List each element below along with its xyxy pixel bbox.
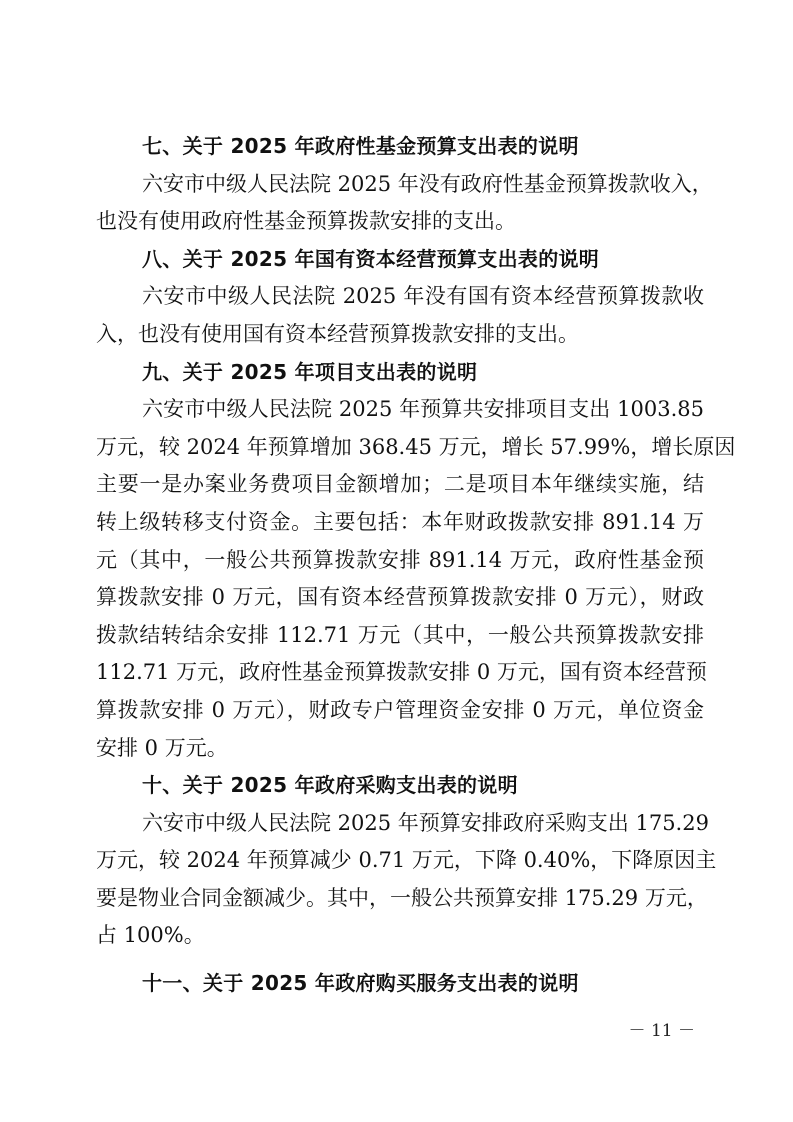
paragraph-line: 算拨款安排 0 万元，国有资本经营预算拨款安排 0 万元），财政: [96, 585, 704, 610]
section-heading-11: [96, 965, 704, 1003]
heading-text: 八、关于 2025 年国有资本经营预算支出表的说明: [142, 246, 600, 271]
heading-text: 十、关于 2025 年政府采购支出表的说明: [142, 773, 518, 798]
section-paragraph-9: [96, 391, 736, 767]
paragraph-line: 元（其中，一般公共预算拨款安排 891.14 万元，政府性基金预: [96, 547, 704, 572]
paragraph-line: 也没有使用政府性基金预算拨款安排的支出。: [96, 209, 516, 234]
heading-text: 十一、关于 2025 年政府购买服务支出表的说明: [142, 971, 579, 996]
paragraph-line: 拨款结转结余安排 112.71 万元（其中，一般公共预算拨款安排: [96, 622, 704, 647]
section-paragraph-10: [96, 805, 717, 955]
section-heading-8: [96, 241, 704, 279]
paragraph-line: 主要一是办案业务费项目金额增加；二是项目本年继续实施，结: [96, 472, 704, 497]
section-paragraph-8: [96, 278, 704, 353]
paragraph-line: 六安市中级人民法院 2025 年没有国有资本经营预算拨款收: [142, 284, 704, 309]
heading-text: 九、关于 2025 年项目支出表的说明: [142, 359, 478, 384]
heading-text: 七、关于 2025 年政府性基金预算支出表的说明: [142, 134, 579, 158]
paragraph-line: 算拨款安排 0 万元），财政专户管理资金安排 0 万元，单位资金: [96, 697, 704, 722]
paragraph-line: 万元，较 2024 年预算增加 368.45 万元，增长 57.99%，增长原因: [96, 434, 736, 459]
paragraph-line: 六安市中级人民法院 2025 年预算共安排项目支出 1003.85: [142, 397, 704, 422]
paragraph-line: 万元，较 2024 年预算减少 0.71 万元，下降 0.40%，下降原因主: [96, 848, 717, 873]
paragraph-line: 六安市中级人民法院 2025 年没有政府性基金预算拨款收入，: [142, 171, 713, 196]
document-body: [96, 128, 736, 1003]
paragraph-line: 要是物业合同金额减少。其中，一般公共预算安排 175.29 万元，: [96, 885, 708, 910]
section-heading-9: [96, 354, 704, 392]
paragraph-line: 入，也没有使用国有资本经营预算拨款安排的支出。: [96, 321, 579, 346]
section-heading-7: [96, 128, 704, 166]
paragraph-line: 转上级转移支付资金。主要包括：本年财政拨款安排 891.14 万: [96, 509, 704, 534]
section-heading-10: [96, 767, 704, 805]
page-number: － 11 －: [628, 1021, 695, 1041]
paragraph-line: 占 100%。: [96, 923, 205, 948]
paragraph-line: 112.71 万元，政府性基金预算拨款安排 0 万元，国有资本经营预: [96, 660, 707, 685]
section-paragraph-7: [96, 166, 713, 241]
paragraph-line: 安排 0 万元。: [96, 735, 228, 760]
spacer: [96, 955, 704, 965]
paragraph-line: 六安市中级人民法院 2025 年预算安排政府采购支出 175.29: [142, 810, 709, 835]
